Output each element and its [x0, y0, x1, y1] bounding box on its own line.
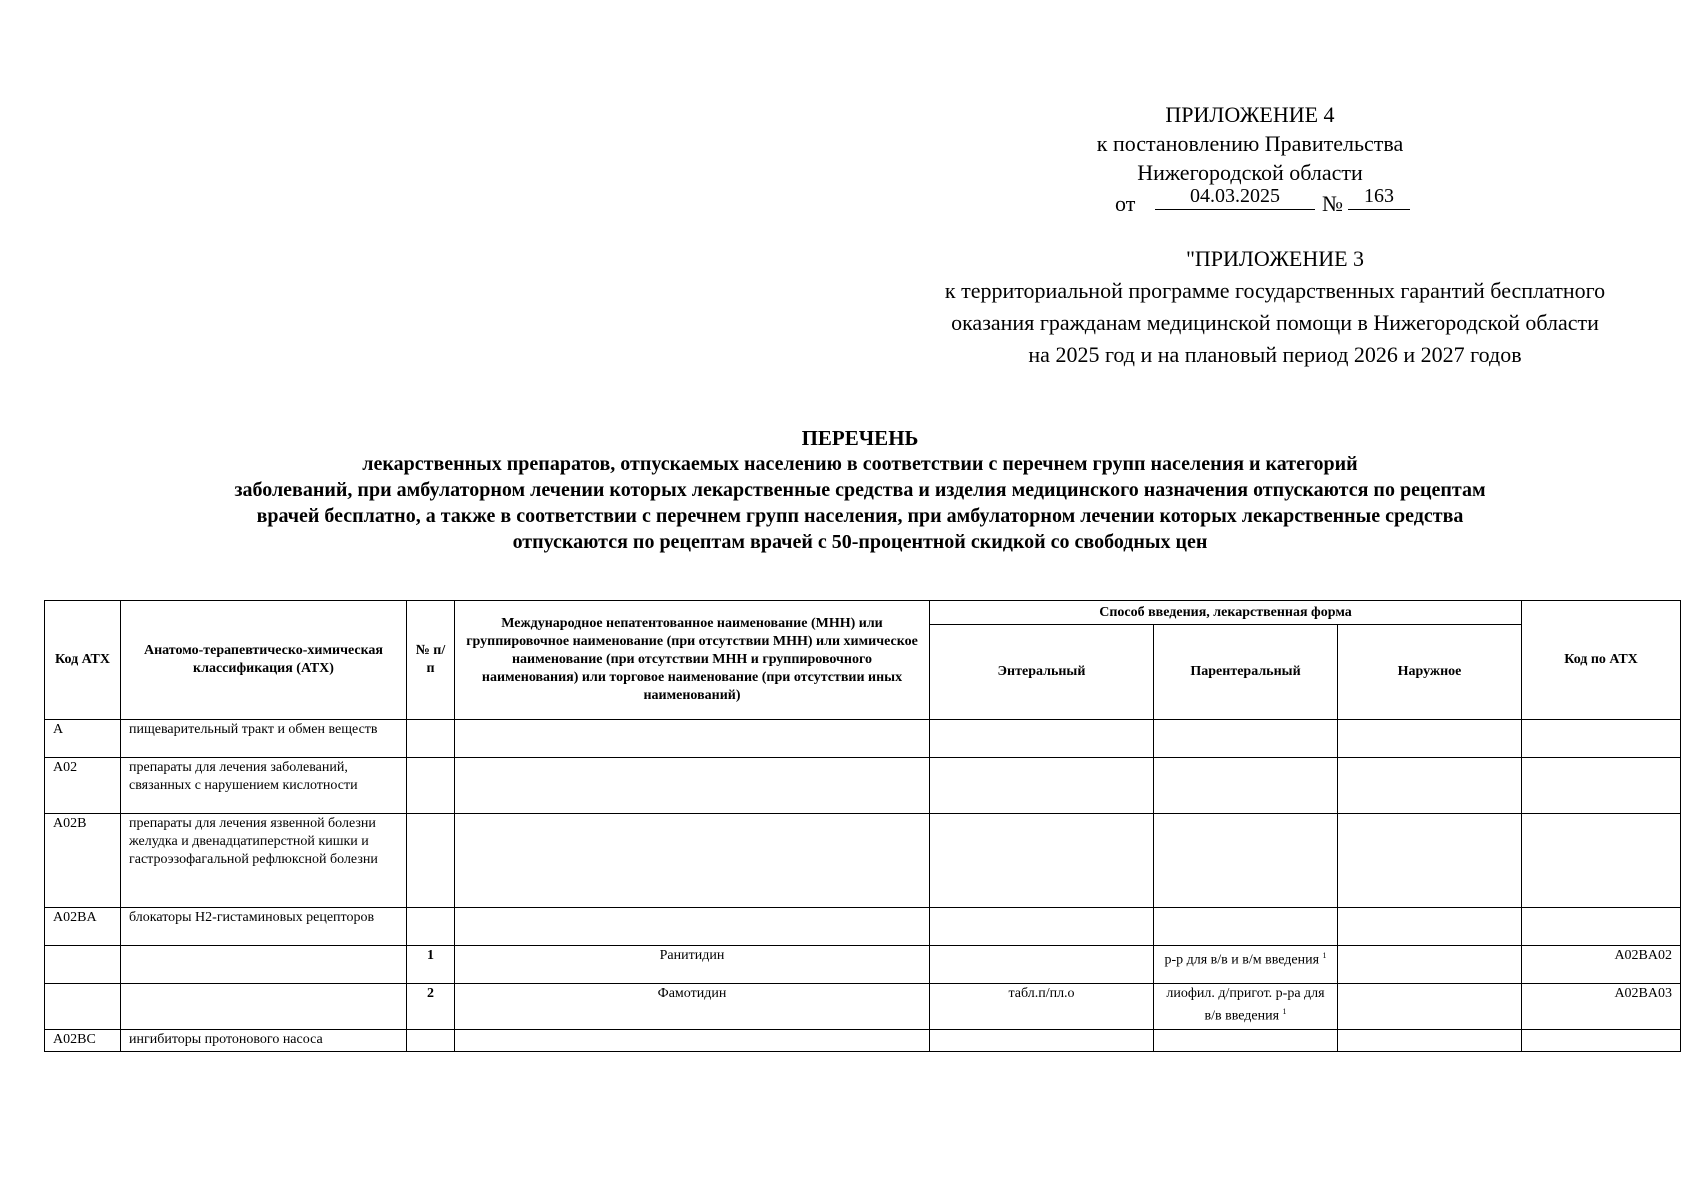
appendix3-line1: к территориальной программе государственных гарантий бесплатного: [944, 278, 1606, 303]
table-row: [45, 1030, 1681, 1052]
cell-atx-code: A02BA02: [1522, 946, 1681, 984]
cell-class: блокаторы Н2-гистаминовых рецепторов: [121, 908, 407, 946]
cell-external: [1338, 984, 1522, 1030]
title-line1: лекарственных препаратов, отпускаемых населению в соответствии с перечнем групп населения и категорий: [362, 453, 1358, 475]
cell-enteral: [930, 1030, 1154, 1052]
cell-external: [1338, 946, 1522, 984]
cell-mnn: [455, 720, 930, 758]
cell-atx-code: [1522, 720, 1681, 758]
cell-class: [121, 946, 407, 984]
cell-atx-code: A02BA03: [1522, 984, 1681, 1030]
title-line2: заболеваний, при амбулаторном лечении которых лекарственные средства и изделия медицинского назначения отпускаются по рецептам: [234, 479, 1486, 501]
header-number: № п/п: [407, 601, 455, 720]
cell-code: A: [45, 720, 121, 758]
parenteral-text: лиофил. д/пригот. р-ра для в/в введения: [1166, 986, 1325, 1024]
cell-external: [1338, 908, 1522, 946]
cell-num: [407, 1030, 455, 1052]
cell-mnn: [455, 814, 930, 908]
cell-enteral: [930, 908, 1154, 946]
cell-enteral: [930, 720, 1154, 758]
table-row: [45, 814, 1681, 908]
appendix4-title: ПРИЛОЖЕНИЕ 4: [1165, 102, 1335, 127]
decree-number: 163: [1348, 183, 1410, 210]
parenteral-text: р-р для в/в и в/м введения: [1164, 952, 1320, 968]
cell-code: [45, 984, 121, 1030]
cell-num: [407, 720, 455, 758]
cell-atx-code: [1522, 908, 1681, 946]
cell-atx-code: [1522, 814, 1681, 908]
table-row: [45, 946, 1681, 984]
cell-enteral: [930, 758, 1154, 814]
number-sign: №: [1322, 191, 1343, 216]
cell-parenteral: [1154, 908, 1338, 946]
cell-code: A02BC: [45, 1030, 121, 1052]
cell-atx-code: [1522, 758, 1681, 814]
title-main: ПЕРЕЧЕНЬ: [801, 426, 919, 450]
cell-parenteral: [1154, 720, 1338, 758]
cell-mnn: Ранитидин: [455, 946, 930, 984]
cell-external: [1338, 814, 1522, 908]
cell-code: [45, 946, 121, 984]
table-row: [45, 720, 1681, 758]
date-prefix: от: [1115, 191, 1136, 216]
cell-enteral: [930, 946, 1154, 984]
cell-code: A02B: [45, 814, 121, 908]
cell-enteral: табл.п/пл.о: [930, 984, 1154, 1030]
cell-external: [1338, 1030, 1522, 1052]
cell-num: 2: [407, 984, 455, 1030]
cell-parenteral: [1154, 1030, 1338, 1052]
appendix4-line2: Нижегородской области: [1137, 160, 1363, 185]
table-row: [45, 758, 1681, 814]
cell-class: пищеварительный тракт и обмен веществ: [121, 720, 407, 758]
footnote-mark: 1: [1282, 1007, 1287, 1016]
decree-date-line: [1040, 187, 1460, 215]
header-code-by-atx: Код по АТХ: [1522, 601, 1681, 720]
header-enteral: Энтеральный: [930, 625, 1154, 720]
cell-enteral: [930, 814, 1154, 908]
cell-parenteral: [1154, 814, 1338, 908]
cell-code: A02: [45, 758, 121, 814]
appendix4-header: [1040, 100, 1460, 215]
header-external: Наружное: [1338, 625, 1522, 720]
cell-num: 1: [407, 946, 455, 984]
cell-num: [407, 814, 455, 908]
cell-code: A02BA: [45, 908, 121, 946]
appendix4-line1: к постановлению Правительства: [1096, 131, 1404, 156]
document-title: [100, 425, 1620, 555]
cell-class: препараты для лечения язвенной болезни желудка и двенадцатиперстной кишки и гастроэзофагальной рефлюксной болезни: [121, 814, 407, 908]
appendix3-line3: на 2025 год и на плановый период 2026 и 2027 годов: [1028, 342, 1522, 367]
appendix3-title: "ПРИЛОЖЕНИЕ 3: [1185, 246, 1365, 271]
header-parenteral: Парентеральный: [1154, 625, 1338, 720]
header-atx-classification: Анатомо-терапевтическо-химическая классификация (АТХ): [121, 601, 407, 720]
cell-mnn: Фамотидин: [455, 984, 930, 1030]
title-line3: врачей бесплатно, а также в соответствии с перечнем групп населения, при амбулаторном лечении которых лекарственные средства: [256, 505, 1464, 527]
drug-list-table: [44, 600, 1681, 1052]
decree-date: 04.03.2025: [1155, 183, 1315, 210]
cell-class: [121, 984, 407, 1030]
cell-class: ингибиторы протонового насоса: [121, 1030, 407, 1052]
cell-class: препараты для лечения заболеваний, связанных с нарушением кислотности: [121, 758, 407, 814]
header-code-atx: Код АТХ: [45, 601, 121, 720]
cell-external: [1338, 758, 1522, 814]
cell-parenteral: [1154, 758, 1338, 814]
cell-num: [407, 908, 455, 946]
table-row: [45, 908, 1681, 946]
cell-external: [1338, 720, 1522, 758]
cell-parenteral: [1154, 946, 1338, 984]
cell-atx-code: [1522, 1030, 1681, 1052]
cell-mnn: [455, 1030, 930, 1052]
cell-num: [407, 758, 455, 814]
cell-mnn: [455, 758, 930, 814]
footnote-mark: 1: [1322, 951, 1327, 960]
header-mnn: Международное непатентованное наименование (МНН) или группировочное наименование (при отсутствии МНН) или химическое наименование (при отсутствии МНН и группировочного наименования) или торговое наименование (при отсутствии иных наименований): [455, 601, 930, 720]
title-line4: отпускаются по рецептам врачей с 50-процентной скидкой со свободных цен: [512, 531, 1208, 553]
cell-mnn: [455, 908, 930, 946]
appendix3-line2: оказания гражданам медицинской помощи в Нижегородской области: [951, 310, 1599, 335]
appendix3-header: [860, 243, 1690, 371]
table-row: [45, 984, 1681, 1030]
cell-parenteral: [1154, 984, 1338, 1030]
header-route-group: Способ введения, лекарственная форма: [930, 601, 1522, 625]
